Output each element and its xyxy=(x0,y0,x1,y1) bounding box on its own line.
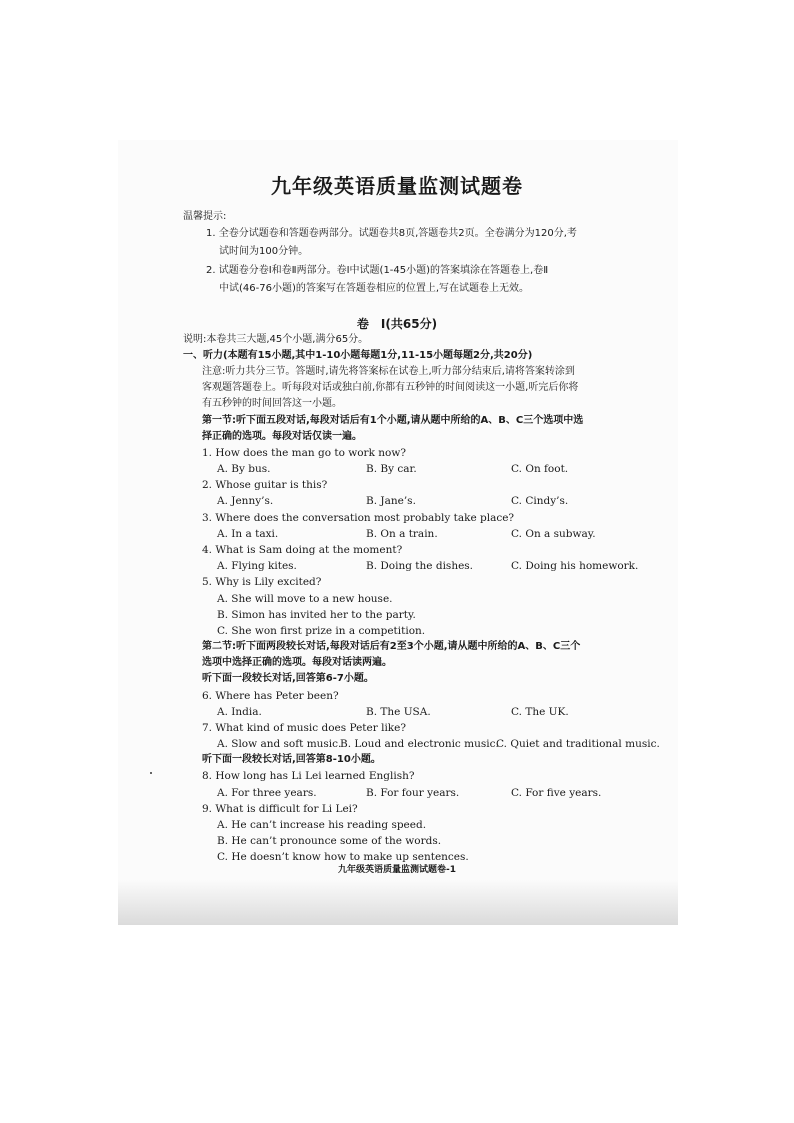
question-2-stem: 2. Whose guitar is this? xyxy=(202,479,328,491)
question-6-option-a: A. India. xyxy=(217,706,262,718)
page-footer: 九年级英语质量监测试题卷-1 xyxy=(338,865,456,875)
section-title: 卷 Ⅰ(共65分) xyxy=(356,317,438,331)
question-5-stem: 5. Why is Lily excited? xyxy=(202,576,322,588)
question-5-option-b: B. Simon has invited her to the party. xyxy=(217,609,416,621)
section-note: 说明:本卷共三大题,45个小题,满分65分。 xyxy=(183,334,369,345)
question-8-option-c: C. For five years. xyxy=(511,787,602,799)
question-4-option-b: B. Doing the dishes. xyxy=(366,560,474,572)
question-6-stem: 6. Where has Peter been? xyxy=(202,690,339,702)
question-7-option-b: B. Loud and electronic music. xyxy=(340,738,499,750)
part1-heading: 一、听力(本题有15小题,其中1-10小题每题1分,11-15小题每题2分,共20分) xyxy=(183,350,533,361)
question-7-option-c: C. Quiet and traditional music. xyxy=(496,738,660,750)
question-9-stem: 9. What is difficult for Li Lei? xyxy=(202,803,358,815)
question-6-option-c: C. The UK. xyxy=(511,706,569,718)
question-9-option-a: A. He can’t increase his reading speed. xyxy=(217,819,427,831)
tips-item-2-line-2: 中试(46-76小题)的答案写在答题卷相应的位置上,写在试题卷上无效。 xyxy=(219,283,530,294)
question-9-option-c: C. He doesn’t know how to make up sentences. xyxy=(217,851,469,863)
question-4-option-a: A. Flying kites. xyxy=(217,560,297,572)
question-2-option-b: B. Jane’s. xyxy=(366,495,416,507)
section1-instruction-line-1: 第一节:听下面五段对话,每段对话后有1个小题,请从题中所给的A、B、C三个选项中选 xyxy=(202,415,584,426)
part1-notice-line-3: 有五秒钟的时间回答这一小题。 xyxy=(202,398,342,409)
question-7-stem: 7. What kind of music does Peter like? xyxy=(202,722,407,734)
question-5-option-a: A. She will move to a new house. xyxy=(217,593,393,605)
question-1-option-a: A. By bus. xyxy=(217,463,271,475)
part1-notice-line-2: 客观题答题卷上。听每段对话或独白前,你都有五秒钟的时间阅读这一小题,听完后你将 xyxy=(202,382,579,393)
question-4-stem: 4. What is Sam doing at the moment? xyxy=(202,544,403,556)
tips-item-2-line-1: 2. 试题卷分卷Ⅰ和卷Ⅱ两部分。卷Ⅰ中试题(1-45小题)的答案填涂在答题卷上,卷Ⅱ xyxy=(206,265,549,276)
section2-instruction-line-1: 第二节:听下面两段较长对话,每段对话后有2至3个小题,请从题中所给的A、B、C三个 xyxy=(202,641,581,652)
question-6-option-b: B. The USA. xyxy=(366,706,431,718)
question-1-option-b: B. By car. xyxy=(366,463,417,475)
page-title: 九年级英语质量监测试题卷 xyxy=(271,174,523,198)
section1-instruction-line-2: 择正确的选项。每段对话仅读一遍。 xyxy=(202,431,362,442)
question-7-option-a: A. Slow and soft music. xyxy=(217,738,342,750)
scan-speck xyxy=(150,772,152,774)
tips-item-1-line-1: 1. 全卷分试题卷和答题卷两部分。试题卷共8页,答题卷共2页。全卷满分为120分,考 xyxy=(206,228,577,239)
tips-heading: 温馨提示: xyxy=(183,211,227,222)
question-8-option-b: B. For four years. xyxy=(366,787,460,799)
question-3-option-c: C. On a subway. xyxy=(511,528,596,540)
question-8-stem: 8. How long has Li Lei learned English? xyxy=(202,770,415,782)
question-5-option-c: C. She won first prize in a competition. xyxy=(217,625,426,637)
question-2-option-c: C. Cindy’s. xyxy=(511,495,569,507)
question-9-option-b: B. He can’t pronounce some of the words. xyxy=(217,835,442,847)
question-1-stem: 1. How does the man go to work now? xyxy=(202,447,406,459)
question-3-option-a: A. In a taxi. xyxy=(217,528,279,540)
tips-item-1-line-2: 试时间为100分钟。 xyxy=(219,246,309,257)
dialog-2-instruction: 听下面一段较长对话,回答第8-10小题。 xyxy=(202,754,381,765)
question-1-option-c: C. On foot. xyxy=(511,463,569,475)
question-4-option-c: C. Doing his homework. xyxy=(511,560,639,572)
section2-instruction-line-2: 选项中选择正确的选项。每段对话读两遍。 xyxy=(202,657,392,668)
question-3-stem: 3. Where does the conversation most probably take place? xyxy=(202,512,515,524)
dialog-1-instruction: 听下面一段较长对话,回答第6-7小题。 xyxy=(202,673,374,684)
question-8-option-a: A. For three years. xyxy=(217,787,317,799)
part1-notice-line-1: 注意:听力共分三节。答题时,请先将答案标在试卷上,听力部分结束后,请将答案转涂到 xyxy=(202,366,575,377)
question-2-option-a: A. Jenny’s. xyxy=(217,495,274,507)
question-3-option-b: B. On a train. xyxy=(366,528,438,540)
